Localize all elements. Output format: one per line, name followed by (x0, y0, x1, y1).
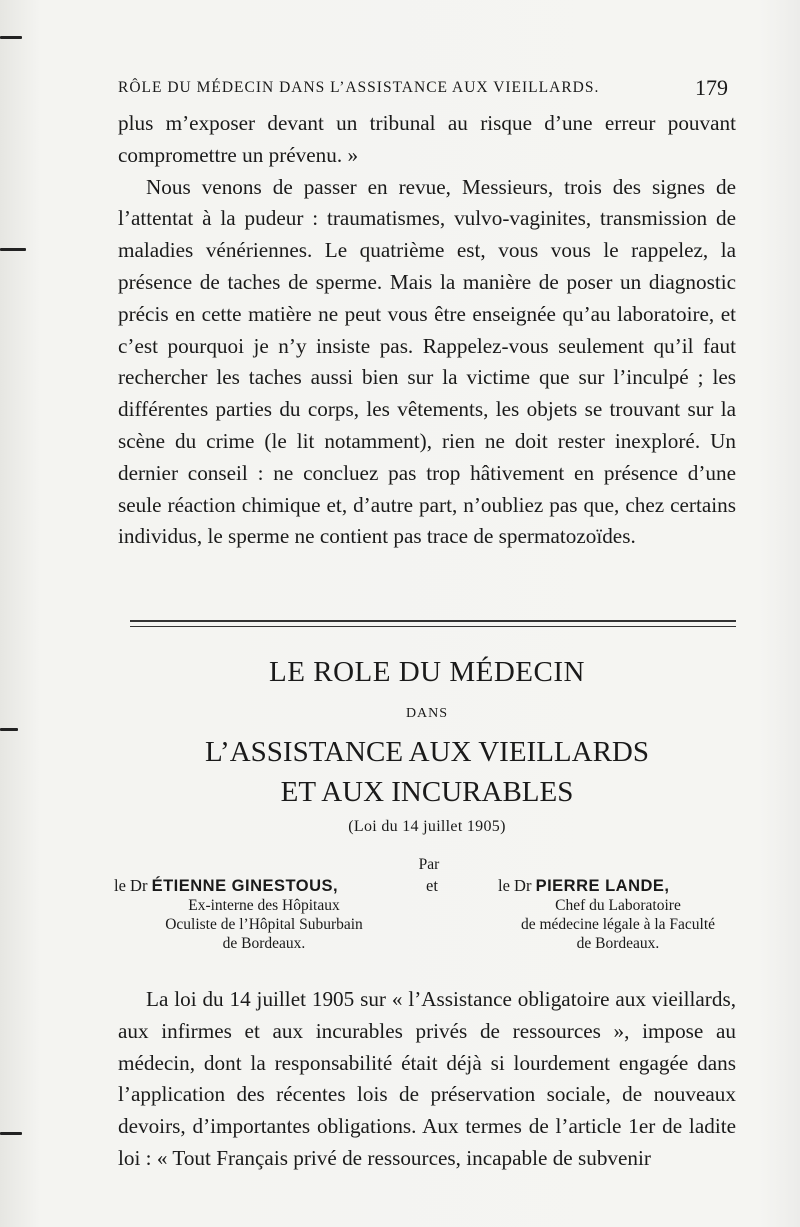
section-rule (130, 626, 736, 627)
author-conjunction: et (426, 876, 438, 895)
binding-mark (0, 1132, 22, 1135)
page-number: 179 (695, 75, 728, 100)
article-subtitle: ET AUX INCURABLES (280, 776, 574, 808)
author-prefix: le Dr (114, 876, 148, 895)
author-title: de Bordeaux. (222, 935, 306, 952)
byline-par: Par (418, 856, 440, 873)
author-block (114, 876, 414, 953)
previous-article-text (118, 108, 736, 553)
author-title: Chef du Laboratoire (555, 897, 681, 914)
binding-mark (0, 728, 18, 731)
title-connector: DANS (405, 706, 449, 721)
paragraph: Nous venons de passer en revue, Messieurs, trois des signes de l’attentat à la pudeur : traumatismes, vulvo-vaginites, transmission de maladies vénériennes. Le quatrième est, vous vous le rappelez, la présence de taches de sperme. Mais la manière de poser un diagnostic précis en cette matière ne peut vous être enseignée qu’au laboratoire, et c’est pourquoi je n’y insiste pas. Rappelez-vous seulement qu’il faut rechercher les taches aussi bien sur la victime que sur l’inculpé ; les différentes parties du corps, les vêtements, les objets se trouvant sur la scène du crime (le lit notamment), rien ne doit rester inexploré. Un dernier conseil : ne concluez pas trop hâtivement en présence d’une seule réaction chimique et, d’autre part, n’oubliez pas que, chez certains individus, le sperme ne contient pas trace de spermatozoïdes. (118, 174, 736, 549)
author-block (478, 876, 758, 953)
running-title: RÔLE DU MÉDECIN DANS L’ASSISTANCE AUX VIEILLARDS. (118, 79, 600, 96)
author-name-line (114, 876, 414, 896)
author-title: de médecine légale à la Faculté (520, 916, 716, 933)
author-title: Oculiste de l’Hôpital Suburbain (165, 916, 363, 933)
running-head (118, 76, 728, 100)
article-subtitle: L’ASSISTANCE AUX VIEILLARDS (205, 736, 649, 768)
author-title: Ex-interne des Hôpitaux (188, 897, 340, 914)
paragraph: La loi du 14 juillet 1905 sur « l’Assistance obligatoire aux vieillards, aux infirmes et aux incurables privés de ressources », impose au médecin, dont la responsabilité était déjà si lourdement engagée dans l’application des récentes lois de préservation sociale, de nouveaux devoirs, d’importantes obligations. Aux termes de l’article 1er de ladite loi : « Tout Français privé de ressources, incapable de subvenir (118, 987, 736, 1170)
binding-mark (0, 36, 22, 39)
section-rule (130, 620, 736, 622)
article-title: LE ROLE DU MÉDECIN (269, 656, 585, 688)
author-prefix: le Dr (498, 876, 532, 895)
article-body (118, 984, 736, 1175)
binding-mark (0, 248, 26, 251)
law-reference: (Loi du 14 juillet 1905) (348, 818, 506, 835)
author-title: de Bordeaux. (576, 935, 660, 952)
author-name: PIERRE LANDE, (535, 877, 670, 895)
paragraph: plus m’exposer devant un tribunal au risque d’une erreur pouvant compromettre un prévenu. » (118, 111, 736, 167)
author-name-line (478, 876, 758, 896)
author-name: ÉTIENNE GINESTOUS, (151, 877, 339, 895)
